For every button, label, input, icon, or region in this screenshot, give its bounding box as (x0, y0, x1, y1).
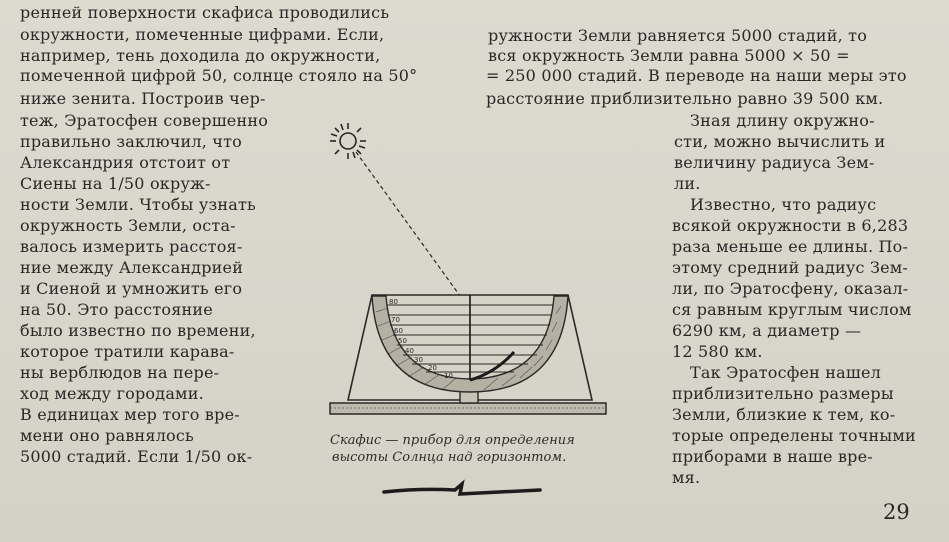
text-line: ружности Земли равняется 5000 стадий, то (488, 26, 868, 45)
text-line: Известно, что радиус (690, 195, 877, 214)
text-line: и Сиеной и умножить его (20, 279, 243, 298)
text-line: этому средний радиус Зем- (672, 258, 909, 277)
text-line: мени оно равнялось (20, 426, 194, 445)
text-line: расстояние приблизительно равно 39 500 км. (486, 89, 884, 108)
text-line: всякой окружности в 6,283 (672, 216, 909, 235)
text-line: Александрия отстоит от (20, 153, 231, 172)
text-line: приборами в наше вре- (672, 447, 873, 466)
page-number: 29 (883, 500, 910, 524)
text-line: которое тратили карава- (20, 342, 235, 361)
text-line: валось измерить расстоя- (20, 237, 243, 256)
text-line: ны верблюдов на пере- (20, 363, 220, 382)
scale-label: 30 (414, 356, 423, 364)
text-line: приблизительно размеры (672, 384, 894, 403)
text-line: раза меньше ее длины. По- (672, 237, 909, 256)
text-line: окружность Земли, оста- (20, 216, 236, 235)
text-line: ренней поверхности скафиса проводились (20, 3, 390, 22)
text-line: ход между городами. (20, 384, 204, 403)
text-line: ли. (674, 174, 701, 193)
text-line: В единицах мер того вре- (20, 405, 240, 424)
scaphis-base (330, 403, 606, 414)
sun-icon (330, 123, 366, 159)
text-line: Зная длину окружно- (690, 111, 875, 130)
text-line: 5000 стадий. Если 1/50 ок- (20, 447, 253, 466)
text-line: теж, Эратосфен совершенно (20, 111, 269, 130)
text-line: было известно по времени, (20, 321, 256, 340)
text-line: ности Земли. Чтобы узнать (20, 195, 256, 214)
text-line: ли, по Эратосфену, оказал- (672, 279, 909, 298)
text-line: помеченной цифрой 50, солнце стояло на 50° (20, 66, 418, 85)
decorative-squiggle (384, 484, 540, 494)
scale-label: 20 (428, 364, 437, 372)
scale-label: 80 (389, 298, 398, 306)
text-line: вся окружность Земли равна 5000 × 50 = (488, 46, 850, 65)
scale-label: 10 (444, 372, 453, 380)
text-line: торые определены точными (672, 426, 916, 445)
text-line: сти, можно вычислить и (674, 132, 886, 151)
text-line: ся равным круглым числом (672, 300, 912, 319)
text-line: на 50. Это расстояние (20, 300, 213, 319)
text-line: = 250 000 стадий. В переводе на наши меры это (486, 66, 907, 85)
text-line: например, тень доходила до окружности, (20, 46, 381, 65)
text-line: ние между Александрией (20, 258, 244, 277)
text-line: окружности, помеченные цифрами. Если, (20, 25, 385, 44)
text-line: правильно заключил, что (20, 132, 242, 151)
text-line: Сиены на 1/50 окруж- (20, 174, 211, 193)
scale-label: 50 (398, 337, 407, 345)
scale-label: 70 (391, 316, 400, 324)
figure-caption-line: высоты Солнца над горизонтом. (332, 450, 567, 465)
figure-caption-line: Скафис — прибор для определения (330, 433, 575, 448)
scale-label: 60 (394, 327, 403, 335)
scale-label: 40 (405, 347, 414, 355)
text-line: мя. (672, 468, 701, 487)
text-line: величину радиуса Зем- (674, 153, 875, 172)
text-line: 12 580 км. (672, 342, 763, 361)
text-line: 6290 км, а диаметр — (672, 321, 862, 340)
text-line: Так Эратосфен нашел (690, 363, 882, 382)
text-line: Земли, близкие к тем, ко- (672, 405, 896, 424)
text-line: ниже зенита. Построив чер- (20, 89, 266, 108)
